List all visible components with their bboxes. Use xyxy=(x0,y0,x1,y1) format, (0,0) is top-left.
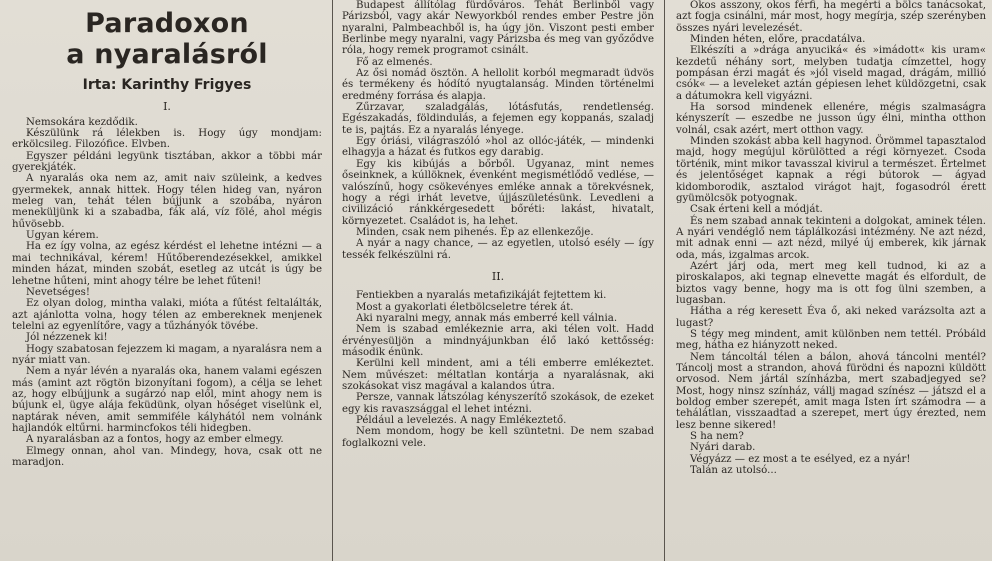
section-number: I. xyxy=(163,100,171,114)
paragraph: Most a gyakorlati életbölcseletre térek át. xyxy=(356,301,574,313)
paragraph: Minden szokást abba kell hagynod. Örömmel tapasztalod majd, hogy megújul körülötted a régi környezet. Csoda történik, mint mikor tavasszal kivirul a természet. Értelmet és jelentőséget kapnak a régi bútorok — ágyad kidomborodik, asztalod virágot hajt, fogasodról érett gyümölcsök potyognak. xyxy=(676,136,986,204)
paragraph: Fentiekben a nyaralás metafizikáját fejtettem ki. xyxy=(356,290,607,302)
paragraph: Elmegy onnan, ahol van. Mindegy, hova, csak ott ne maradjon. xyxy=(12,445,322,468)
title-line-1: Paradoxon xyxy=(85,8,249,39)
paragraph: Minden, csak nem pihenés. Ép az ellenkezője. xyxy=(356,226,594,238)
paragraph: S tégy meg mindent, amit különben nem tettél. Próbáld meg, hátha ez hiányzott neked. xyxy=(676,328,986,352)
paragraph: Kerülni kell mindent, ami a téli emberre emlékeztet. Nem művészet: méltatlan kontárja a nyaralásnak, aki szokásokat visz magával a kalandos útra. xyxy=(342,358,654,392)
paragraph: A nyár a nagy chance, — az egyetlen, utolsó esély — így tessék felkészülni rá. xyxy=(342,238,654,261)
column-1-text xyxy=(12,117,322,469)
paragraph: Ha ez így volna, az egész kérdést el lehetne intézni — a mai technikával, kérem! Hűtőberendezésekkel, amikkel minden házat, minden szobát, esetleg az utcát is úgy be lehetne hűteni, mint ahogy télre be lehet fűteni! xyxy=(12,241,322,287)
paragraph: Azért járj oda, mert meg kell tudnod, ki az a piroskalapos, aki tegnap elnevette magát és elfordult, de biztos vagy benne, hogy ma is ott fog ülni szemben, a lugasban. xyxy=(676,260,986,306)
paragraph: Okos asszony, okos férfi, ha megérti a bölcs tanácsokat, azt fogja csinálni, már most, hogy megírja, szép szerényben összes nyári levelezését. xyxy=(676,0,986,34)
paragraph: A nyaralás oka nem az, amit naiv szüleink, a kedves gyermekek, annak hittek. Hogy télen hideg van, nyáron meleg van, tehát télen bújjunk a szobába, nyáron meneküljünk ki a szabadba, fák alá, víz fölé, ahol mégis hűvösebb. xyxy=(12,173,322,230)
paragraph: Nemsokára kezdődik. xyxy=(26,116,138,128)
paragraph: Végyázz — ez most a te esélyed, ez a nyár! xyxy=(690,453,911,465)
article-column-2 xyxy=(342,0,654,561)
paragraph: S ha nem? xyxy=(690,431,744,443)
paragraph: Csak érteni kell a módját. xyxy=(690,204,823,216)
article-column-1 xyxy=(12,0,322,561)
column-2-text-part-1 xyxy=(342,0,654,261)
title-line-2: a nyaralásról xyxy=(66,39,268,70)
section-number: II. xyxy=(491,269,505,283)
article-title xyxy=(12,8,322,70)
paragraph: És nem szabad annak tekinteni a dolgokat, aminek télen. A nyári vendéglő nem táplálkozási intézmény. Ne azt nézd, mit adnak enni — azt nézd, milyé új emberek, kik járnak oda, más, izgalmas arcok. xyxy=(676,215,986,261)
paragraph: Például a levelezés. A nagy Emlékeztető. xyxy=(356,415,567,427)
paragraph: Hogy szabatosan fejezzem ki magam, a nyaralásra nem a nyár miatt van. xyxy=(12,343,322,366)
column-divider xyxy=(332,0,333,561)
paragraph: Egy óriási, világraszóló »hol az ollóc-játék, — mindenki elhagyja a házat és futkos egy darabig. xyxy=(342,136,654,159)
paragraph: Egyszer példáni legyünk tisztában, akkor a többi már gyerekjáték. xyxy=(12,150,322,174)
paragraph: Zűrzavar, szaladgálás, lótásfutás, rendetlenség. Egészakadás, földindulás, a fejemen egy koppanás, szaladj te is, pajtás. Ez a nyaralás lényege. xyxy=(342,102,654,136)
paragraph: Elkészíti a »drága anyuciká« és »imádott« kis uram« kezdetű néhány sort, melyben tudatja címzettel, hogy pompásan érzi magát és »jól viseld magad, drágám, millió csók« — a leveleket aztán gépiesen lehet küldözgetni, csak a dátumokra kell vigyázni. xyxy=(676,45,986,102)
paragraph: Nyári darab. xyxy=(690,442,756,454)
paragraph: Aki nyaralni megy, annak más emberré kell válnia. xyxy=(356,312,618,324)
paragraph: Az ősi nomád ösztön. A hellolit korból megmaradt üdvös és termékeny és hódító nyugtalanság. Minden történelmi eredmény forrása és alapja. xyxy=(342,68,654,102)
column-2-text-part-2 xyxy=(342,290,654,449)
author-byline: Irta: Karinthy Frigyes xyxy=(82,77,252,93)
paragraph: Nem táncoltál télen a bálon, ahová táncolni mentél? Táncolj most a strandon, ahová fürödni és napozni küldött orvosod. Nem jártál színházba, mert szabadjegyed se? Most, hogy ninsz színház, vállj magad színész — játszd el a boldog ember szerepét, amit maga Isten írt számodra — a tehálátlan, visszaadtad a szerepet, mert úgy érezted, nem lesz benne sikered! xyxy=(676,351,986,431)
paragraph: Nem is szabad emlékeznie arra, aki télen volt. Hadd érvényesüljön a mindnyájunkban élő lakó kettősség: második énünk. xyxy=(342,324,654,358)
column-divider xyxy=(664,0,665,561)
paragraph: Fő az elmenés. xyxy=(356,56,433,68)
paragraph: Budapest állítólag fürdőváros. Tehát Berlinből vagy Párizsból, vagy akár Newyorkból rendes ember Pestre jön nyaralni, Palmbeachből is, ha úgy jön. Viszont pesti ember Berlinbe megy nyaralni, vagy Párizsba és meg van győződve róla, hogy remek programot csinált. xyxy=(342,0,654,57)
paragraph: Egy kis kibújás a bőrből. Ugyanaz, mint nemes őseinknek, a kúllöknek, évenként megismétlődő vedlése, — valószínű, hogy csökevényes emléke annak a törekvésnek, hogy a régi irhát levetve, újjászületésünk. Levedleni a civilizáció ránkkérgesedett bőréti: lakást, hivatalt, környezetet. Családot is, ha lehet. xyxy=(342,158,654,227)
paragraph: Ha sorsod mindenek ellenére, mégis szalmaságra kényszerít — eszedbe ne jusson úgy élni, mintha otthon volnál, csak azért, mert otthon vagy. xyxy=(676,102,986,136)
paragraph: Nem a nyár lévén a nyaralás oka, hanem valami egészen más (amint azt rögtön bizonyítani fogom), a célja se lehet az, hogy elbújjunk a sugárzó nap elől, mint ahogy nem is bújunk el, ügye alája feküdünk, olyan hőséget viselünk el, naptárak néven, amit semmiféle kályhától nem volnánk hajlandók eltűrni. harmincfokos téli hidegben. xyxy=(12,366,322,434)
paragraph: Készülünk rá lélekben is. Hogy úgy mondjam: erkölcsileg. Filozófice. Elvben. xyxy=(12,128,322,151)
paragraph: Hátha a rég keresett Éva ő, aki neked varázsolta azt a lugast? xyxy=(676,306,986,329)
paragraph: Jól nézzenek ki! xyxy=(26,332,108,344)
article-column-3 xyxy=(676,0,986,561)
column-3-text xyxy=(676,0,986,476)
paragraph: Persze, vannak látszólag kényszerítő szokások, de ezeket egy kis ravaszsággal el lehet intézni. xyxy=(342,392,654,415)
paragraph: Ez olyan dolog, mintha valaki, mióta a fűtést feltalálták, azt ajánlotta volna, hogy télen az embereknek menjenek telelni az egyenlítőre, vagy a tűzhányók tövébe. xyxy=(12,298,322,332)
paragraph: Nevetséges! xyxy=(26,286,90,298)
paragraph: Minden héten, előre, pracdatálva. xyxy=(690,34,866,46)
paragraph: Ugyan kérem. xyxy=(26,230,99,242)
paragraph: Talán az utolsó... xyxy=(690,465,777,477)
paragraph: A nyaralásban az a fontos, hogy az ember elmegy. xyxy=(26,434,284,446)
paragraph: Nem mondom, hogy be kell szüntetni. De nem szabad foglalkozni vele. xyxy=(342,426,654,449)
